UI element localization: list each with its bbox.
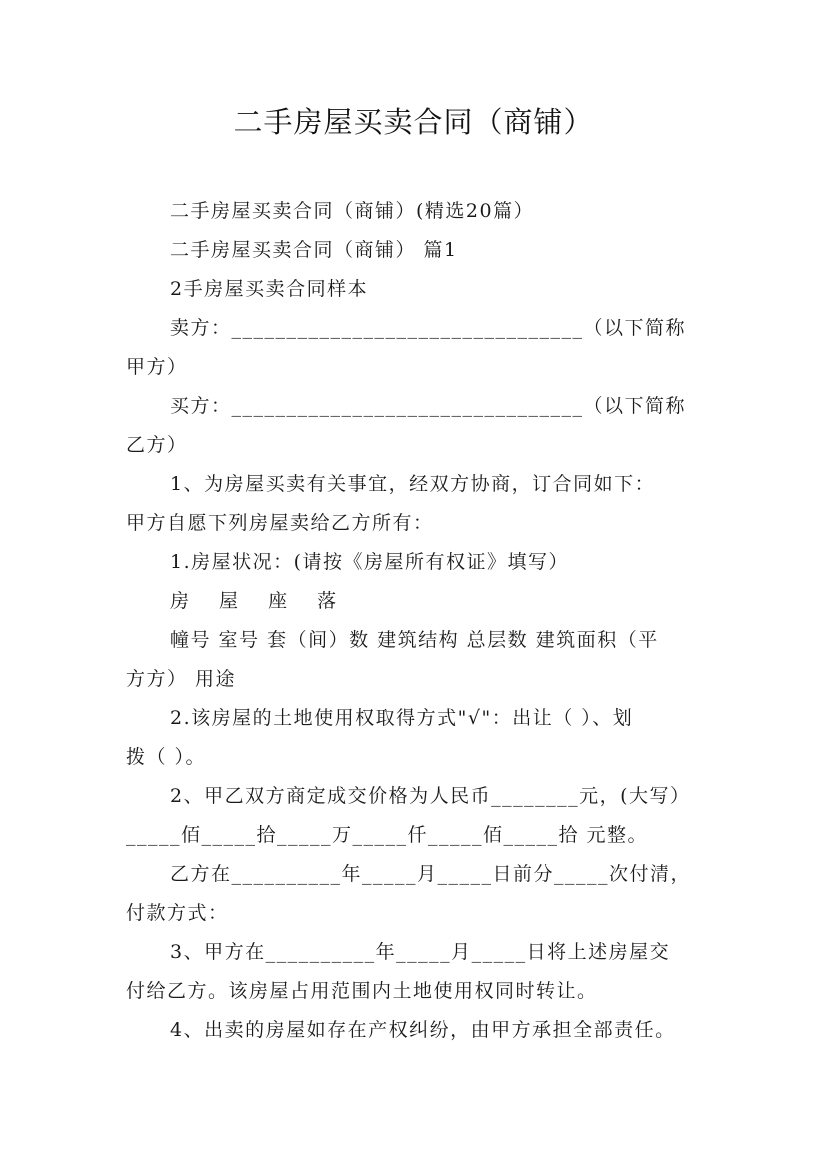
- clause-3-cont: 付给乙方。该房屋占用范围内土地使用权同时转让。: [126, 980, 598, 1002]
- seller-line-cont: 甲方）: [126, 356, 188, 378]
- clause-2-line: 2、甲乙双方商定成交价格为人民币________元，(大写）: [170, 785, 691, 807]
- land-use-cont: 拨（ ）。: [126, 746, 207, 768]
- land-use-line: 2.该房屋的土地使用权取得方式"√"：出让（ ）、划: [170, 707, 634, 729]
- paragraph-line: 2手房屋买卖合同样本: [170, 278, 369, 300]
- seller-line: 卖方：________________________________（以下简称: [170, 317, 687, 339]
- buyer-line-cont: 乙方）: [126, 434, 188, 456]
- house-fields-line: 幢号 室号 套（间）数 建筑结构 总层数 建筑面积（平: [170, 629, 659, 651]
- payment-method-line: 付款方式：: [126, 902, 229, 924]
- section-heading: 二手房屋买卖合同（商铺） 篇1: [170, 239, 458, 261]
- subtitle-line: 二手房屋买卖合同（商铺）(精选20篇）: [170, 200, 535, 222]
- clause-4-line: 4、出卖的房屋如存在产权纠纷，由甲方承担全部责任。: [170, 1019, 676, 1041]
- clause-1-line: 1、为房屋买卖有关事宜，经双方协商，订合同如下：: [170, 473, 656, 495]
- clause-3-line: 3、甲方在__________年_____月_____日将上述房屋交: [170, 941, 671, 963]
- document-title: 二手房屋买卖合同（商铺）: [233, 105, 594, 139]
- buyer-line: 买方：________________________________（以下简称: [170, 395, 687, 417]
- house-fields-cont: 方方） 用途: [126, 668, 237, 690]
- clause-1-cont: 甲方自愿下列房屋卖给乙方所有：: [126, 512, 434, 534]
- payment-line: 乙方在__________年_____月_____日前分_____次付清，: [170, 863, 692, 885]
- clause-2-amount-line: _____佰_____拾_____万_____仟_____佰_____拾 元整。: [126, 824, 649, 846]
- house-status-line: 1.房屋状况：(请按《房屋所有权证》填写）: [170, 551, 570, 573]
- house-location-line: 房 屋 座 落: [170, 590, 349, 612]
